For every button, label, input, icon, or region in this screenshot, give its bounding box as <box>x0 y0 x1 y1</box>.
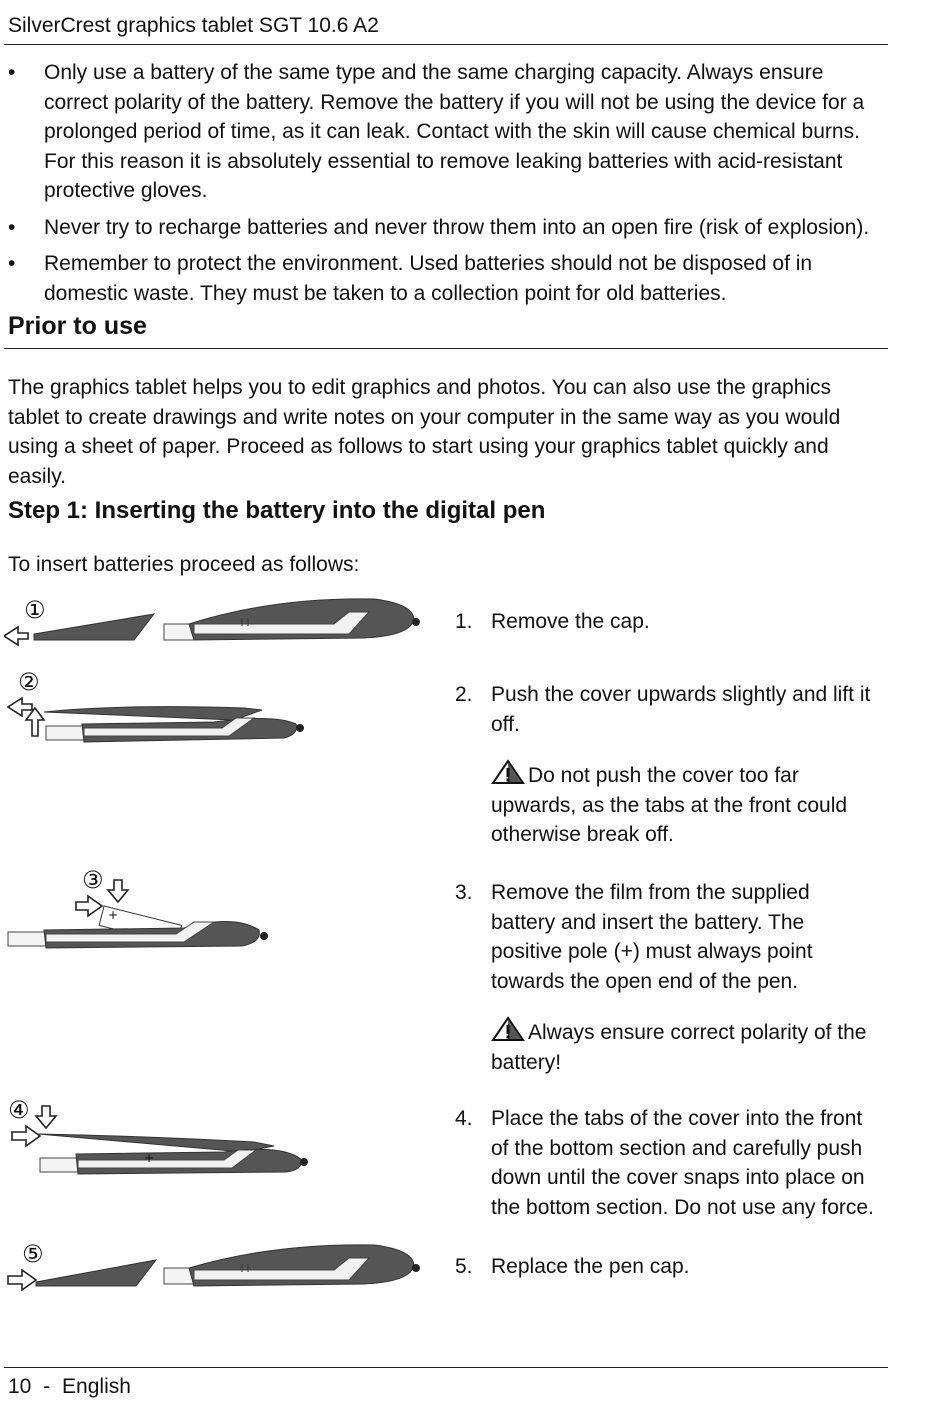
pen-cover <box>44 707 262 720</box>
step-item-5: 5. Replace the pen cap. <box>455 1255 690 1278</box>
section-paragraph: The graphics tablet helps you to edit graphics and photos. You can also use the graphics tablet to create drawings and write notes on your computer in the same way as you would using a sheet of paper. Proceed as follows to start using your graphics tablet quickly and easily. <box>8 376 841 488</box>
figure-label: ④ <box>8 1096 30 1124</box>
step-item-4: 4. Place the tabs of the cover into the front of the bottom section and carefully push down until the cover snaps into place on the bottom section. Do not use any force. <box>455 1107 874 1219</box>
figure-step-5 <box>4 1238 434 1296</box>
svg-text:+: + <box>144 1151 155 1165</box>
arrow-left-icon <box>4 627 28 645</box>
bullet-icon: • <box>8 252 16 275</box>
step-item-1: 1. Remove the cap. <box>455 610 650 633</box>
arrow-up-icon <box>26 708 44 736</box>
figure-step-3 <box>4 866 274 956</box>
list-item: • Never try to recharge batteries and never throw them into an open fire (risk of explosion). <box>6 213 874 243</box>
arrow-right-icon <box>8 1270 36 1290</box>
arrow-right-icon <box>76 896 102 916</box>
arrow-down-icon <box>36 1106 56 1128</box>
step-item-2: 2. Push the cover upwards slightly and lift it off. <box>455 683 871 736</box>
running-header: SilverCrest graphics tablet SGT 10.6 A2 <box>8 14 379 37</box>
warning-note-3: Always ensure correct polarity of the battery! <box>491 1016 876 1077</box>
arrow-down-icon <box>108 880 128 902</box>
pen-cap <box>34 614 154 640</box>
list-item: • Only use a battery of the same type and the same charging capacity. Always ensure correct polarity of the battery. Remove the battery if you will not be using the device for a prolonged period of time, as it can leak. Contact with the skin will cause chemical burns. For this reason it is absolutely essential to remove leaking batteries with acid-resistant protective gloves. <box>6 58 874 206</box>
section-heading: Prior to use <box>8 312 147 340</box>
svg-text:+: + <box>108 908 119 922</box>
pen-cap <box>36 1260 156 1286</box>
warning-triangle-icon <box>491 759 525 785</box>
arrow-left-icon <box>8 698 32 716</box>
figure-step-1 <box>4 594 434 650</box>
step-heading: Step 1: Inserting the battery into the digital pen <box>8 497 546 524</box>
list-item: • Remember to protect the environment. Used batteries should not be disposed of in domestic waste. They must be taken to a collection point for old batteries. <box>6 249 874 308</box>
header-rule <box>4 44 888 45</box>
step-intro: To insert batteries proceed as follows: <box>8 553 360 576</box>
figure-step-2 <box>4 666 314 748</box>
arrow-right-icon <box>12 1126 40 1146</box>
safety-bullet-list <box>6 58 874 315</box>
figure-step-4 <box>4 1094 314 1178</box>
footer-separator: - <box>43 1375 51 1398</box>
figure-label: ① <box>24 596 46 624</box>
figure-label: ⑤ <box>22 1240 44 1268</box>
footer-rule <box>4 1367 888 1368</box>
bullet-icon: • <box>8 61 16 84</box>
figure-label: ② <box>18 668 40 696</box>
pen-cover <box>38 1134 274 1152</box>
section-rule <box>4 348 888 349</box>
footer-language: English <box>62 1375 131 1398</box>
figure-label: ③ <box>82 866 104 894</box>
step-item-3: 3. Remove the film from the supplied battery and insert the battery. The positive pole (+) must always point towards the open end of the pen. <box>455 881 813 993</box>
warning-note-2: Do not push the cover too far upwards, as the tabs at the front could otherwise break off. <box>491 759 876 850</box>
page-footer <box>8 1375 131 1399</box>
page-number: 10 <box>8 1375 32 1398</box>
warning-triangle-icon <box>491 1016 525 1042</box>
bullet-icon: • <box>8 215 16 239</box>
